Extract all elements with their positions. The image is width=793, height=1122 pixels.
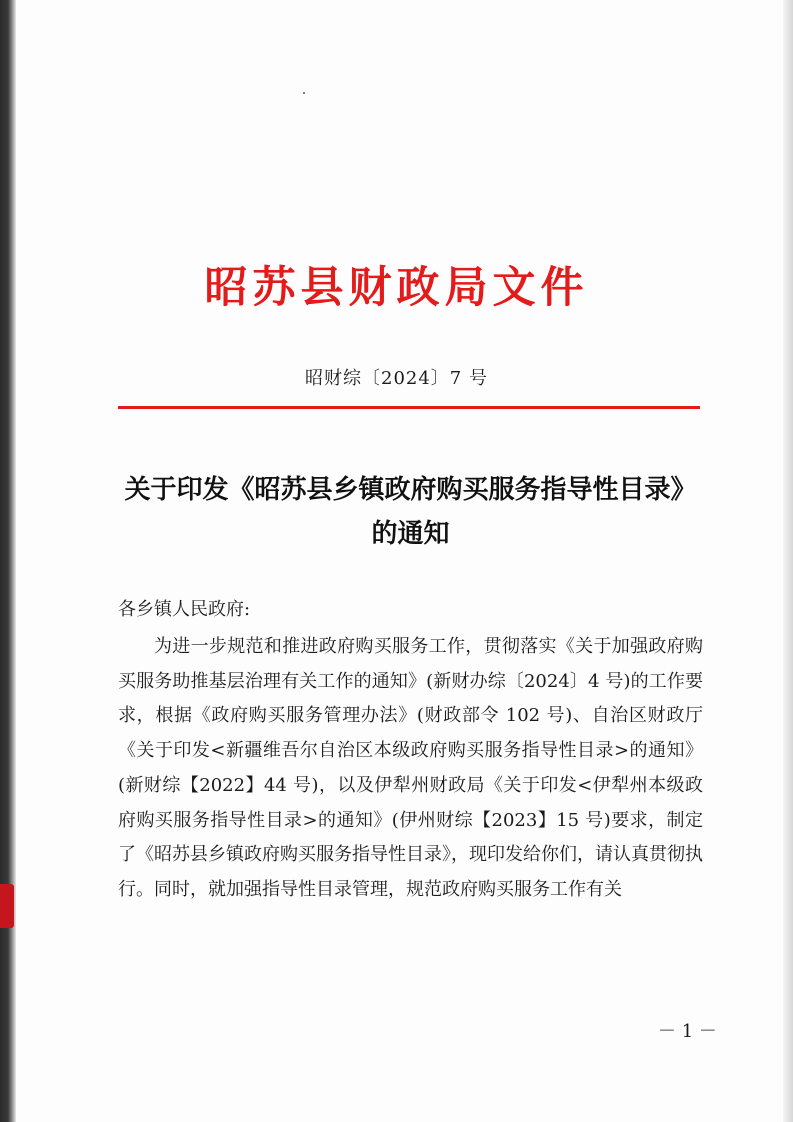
scan-right-edge [783, 0, 793, 1122]
notice-title: 关于印发《昭苏县乡镇政府购买服务指导性目录》的通知 [124, 475, 697, 549]
salutation: 各乡镇人民政府: [118, 599, 251, 620]
scan-left-edge [0, 0, 16, 1122]
page-number: － 1 － [658, 1021, 717, 1042]
document-header-title: 昭苏县财政局文件 [204, 263, 589, 313]
binding-mark [0, 884, 14, 928]
scan-speck [303, 92, 305, 94]
red-divider-line [118, 406, 700, 409]
document-number: 昭财综〔2024〕7 号 [305, 368, 488, 389]
body-paragraph: 为进一步规范和推进政府购买服务工作，贯彻落实《关于加强政府购买服务助推基层治理有关工作的通知》(新财办综〔2024〕4 号)的工作要求，根据《政府购买服务管理办法》(财政部令 102 号)、自治区财政厅《关于印发<新疆维吾尔自治区本级政府购买服务指导性目录>的通知》(新财综【2022】44 号)，以及伊犁州财政局《关于印发<伊犁州本级政府购买服务指导性目录>的通知》(伊州财综【2023】15 号)要求，制定了《昭苏县乡镇政府购买服务指导性目录》，现印发给你们，请认真贯彻执行。同时，就加强指导性目录管理，规范政府购买服务工作有关 [118, 636, 703, 900]
